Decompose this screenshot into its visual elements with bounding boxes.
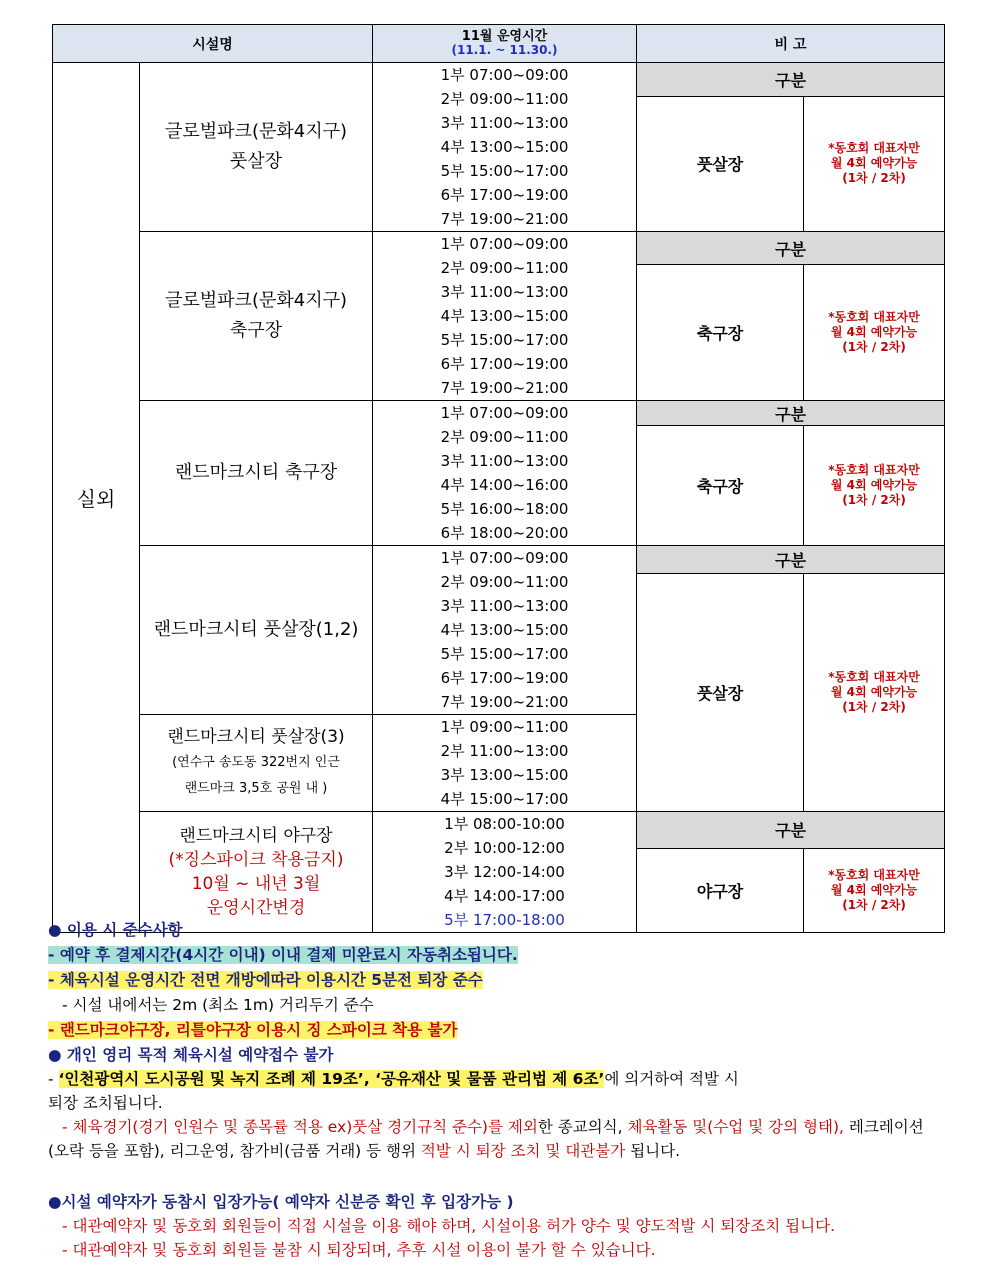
facility-type: 풋살장 (637, 574, 804, 812)
facility-name: 글로벌파크(문화4지구) 풋살장 (140, 63, 373, 232)
reservation-note: *동호회 대표자만 월 4회 예약가능 (1차 / 2차) (804, 426, 945, 546)
table-row (53, 401, 945, 426)
facility-type: 야구장 (637, 848, 804, 932)
facility-name: 랜드마크시티 풋살장(3) (연수구 송도동 322번지 인근 랜드마크 3,5호 공원 내 ) (140, 715, 373, 812)
note-paragraph: 퇴장 조치됩니다. (48, 1094, 163, 1112)
note-item: - 대관예약자 및 동호회 회원들 불참 시 퇴장되며, 추후 시설 이용이 불가 할 수 있습니다. (62, 1241, 656, 1259)
reservation-note: *동호회 대표자만 월 4회 예약가능 (1차 / 2차) (804, 265, 945, 401)
facility-name: 글로벌파크(문화4지구) 축구장 (140, 232, 373, 401)
remarks-header: 비 고 (637, 25, 945, 63)
section-heading: ● 이용 시 준수사항 (48, 921, 183, 939)
reservation-note: *동호회 대표자만 월 4회 예약가능 (1차 / 2차) (804, 96, 945, 231)
table-row (53, 546, 945, 574)
note-item: - 시설 내에서는 2m (최소 1m) 거리두기 준수 (62, 996, 374, 1014)
schedule-table (52, 24, 945, 933)
hours-header (373, 25, 637, 63)
time-slots: 1부 07:00~09:00 2부 09:00~11:00 3부 11:00~13:00 4부 14:00~16:00 5부 16:00~18:00 6부 18:00~20:00 (373, 401, 637, 546)
facility-name: 랜드마크시티 축구장 (140, 401, 373, 546)
facility-address: (연수구 송도동 322번지 인근 (172, 755, 340, 770)
note-item: - 랜드마크야구장, 리틀야구장 이용시 징 스파이크 착용 불가 (48, 1021, 458, 1039)
note-paragraph: - 체육경기(경기 인원수 및 종목률 적용 ex)풋살 경기규칙 준수)를 제외한 종교의식, 체육활동 및(수업 및 강의 형태), 레크레이션(오락 등을 포함), 리그운영, 참가비(금품 거래) 등 행위 적발 시 퇴장 조치 및 대관불가 됩니다. (48, 1118, 924, 1160)
table-row (53, 232, 945, 265)
time-slots: 1부 07:00~09:00 2부 09:00~11:00 3부 11:00~13:00 4부 13:00~15:00 5부 15:00~17:00 6부 17:00~19:00 7부 19:00~21:00 (373, 546, 637, 715)
note-paragraph: - ‘인천광역시 도시공원 및 녹지 조례 제 19조’, ‘공유재산 및 물품 관리법 제 6조’에 의거하여 적발 시 (48, 1070, 739, 1088)
time-slots: 1부 07:00~09:00 2부 09:00~11:00 3부 11:00~13:00 4부 13:00~15:00 5부 15:00~17:00 6부 17:00~19:00 7부 19:00~21:00 (373, 63, 637, 232)
reservation-note: *동호회 대표자만 월 4회 예약가능 (1차 / 2차) (804, 848, 945, 932)
facility-type: 축구장 (637, 426, 804, 546)
note-item: - 체육시설 운영시간 전면 개방에따라 이용시간 5분전 퇴장 준수 (48, 971, 483, 989)
gubun-header: 구분 (637, 63, 945, 97)
facility-header: 시설명 (53, 25, 373, 63)
gubun-header: 구분 (637, 812, 945, 849)
facility-type: 풋살장 (637, 96, 804, 231)
facility-address: 랜드마크 3,5호 공원 내 ) (184, 781, 328, 796)
gubun-header: 구분 (637, 401, 945, 426)
table-row (53, 812, 945, 849)
table-header-row (53, 25, 945, 63)
gubun-header: 구분 (637, 546, 945, 574)
section-heading: ●시설 예약자가 동참시 입장가능( 예약자 신분증 확인 후 입장가능 ) (48, 1193, 514, 1211)
table-row (53, 63, 945, 97)
facility-name: 랜드마크시티 야구장 (*징스파이크 착용금지) 10월 ~ 내년 3월 운영시간변경 (140, 812, 373, 933)
hours-title: 11월 운영시간 (461, 29, 548, 44)
time-slots: 1부 09:00~11:00 2부 11:00~13:00 3부 13:00~15:00 4부 15:00~17:00 (373, 715, 637, 812)
hours-range: (11.1. ~ 11.30.) (451, 43, 558, 57)
facility-name: 랜드마크시티 풋살장(1,2) (140, 546, 373, 715)
reservation-note: *동호회 대표자만 월 4회 예약가능 (1차 / 2차) (804, 574, 945, 812)
time-slots: 1부 08:00-10:00 2부 10:00-12:00 3부 12:00-14:00 4부 14:00-17:00 5부 17:00-18:00 (373, 812, 637, 933)
gubun-header: 구분 (637, 232, 945, 265)
section-heading: ● 개인 영리 목적 체육시설 예약접수 불가 (48, 1046, 334, 1064)
note-item: - 대관예약자 및 동호회 회원들이 직접 시설을 이용 해야 하며, 시설이용 허가 양수 및 양도적발 시 퇴장조치 됩니다. (62, 1217, 835, 1235)
note-item: - 예약 후 결제시간(4시간 이내) 이내 결제 미완료시 자동취소됩니다. (48, 946, 518, 964)
time-slots: 1부 07:00~09:00 2부 09:00~11:00 3부 11:00~13:00 4부 13:00~15:00 5부 15:00~17:00 6부 17:00~19:00 7부 19:00~21:00 (373, 232, 637, 401)
category-outdoor: 실외 (53, 63, 140, 933)
facility-type: 축구장 (637, 265, 804, 401)
